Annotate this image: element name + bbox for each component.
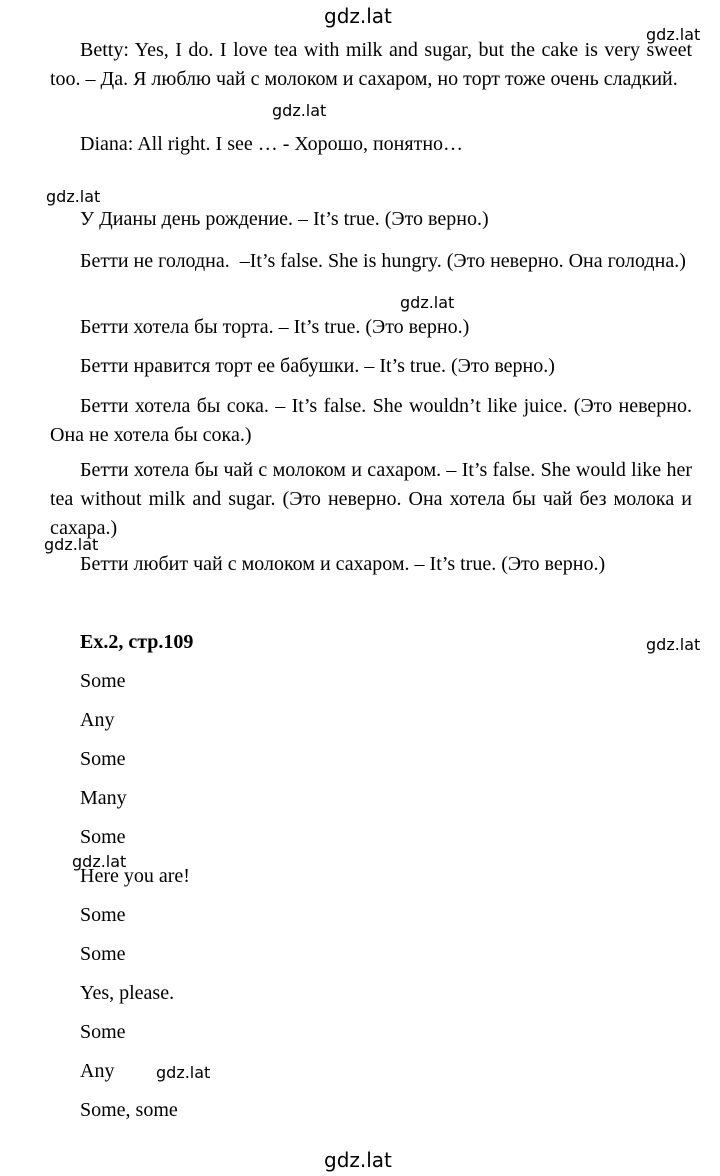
paragraph: Бетти любит чай с молоком и сахаром. – It’s true. (Это верно.)	[80, 553, 606, 575]
answer-item: Any	[80, 709, 115, 731]
answer-item: Some, some	[80, 1099, 178, 1121]
answer-item: Yes, please.	[80, 982, 175, 1004]
paragraph: Бетти не голодна. –It’s false. She is hungry. (Это неверно. Она голодна.)	[80, 250, 686, 272]
answer-item: Some	[80, 943, 126, 965]
answer-item: Some	[80, 1021, 126, 1043]
watermark: gdz.lat	[156, 1063, 211, 1082]
paragraph: У Дианы день рождение. – It’s true. (Это верно.)	[80, 208, 489, 230]
paragraph: Бетти хотела бы сока. – It’s false. She wouldn’t like juice. (Это неверно. Она не хотела бы сока.)	[50, 395, 692, 446]
watermark: gdz.lat	[72, 852, 127, 871]
watermark: gdz.lat	[272, 101, 327, 120]
paragraph: Бетти хотела бы чай с молоком и сахаром. – It’s false. She would like her tea without milk and sugar. (Это неверно. Она хотела бы чай без молока и сахара.)	[50, 459, 692, 539]
paragraph: Betty: Yes, I do. I love tea with milk and sugar, but the cake is very sweet too. – Да. Я люблю чай с молоком и сахаром, но торт тоже очень сладкий.	[50, 39, 692, 90]
answer-item: Many	[80, 787, 127, 809]
watermark: gdz.lat	[646, 635, 701, 654]
answer-item: Any	[80, 1060, 115, 1082]
watermark: gdz.lat	[324, 1148, 392, 1172]
answer-item: Here you are!	[80, 865, 190, 887]
watermark: gdz.lat	[400, 293, 455, 312]
watermark: gdz.lat	[46, 187, 101, 206]
paragraph: Diana: All right. I see … - Хорошо, понятно…	[80, 133, 464, 155]
answer-item: Some	[80, 826, 126, 848]
answer-item: Some	[80, 748, 126, 770]
watermark: gdz.lat	[44, 535, 99, 554]
paragraph: Бетти нравится торт ее бабушки. – It’s true. (Это верно.)	[80, 355, 555, 377]
answer-item: Some	[80, 904, 126, 926]
answer-item: Some	[80, 670, 126, 692]
watermark: gdz.lat	[324, 4, 392, 28]
paragraph: Бетти хотела бы торта. – It’s true. (Это верно.)	[80, 316, 470, 338]
exercise-heading: Ex.2, стр.109	[80, 631, 194, 653]
watermark: gdz.lat	[646, 25, 701, 44]
